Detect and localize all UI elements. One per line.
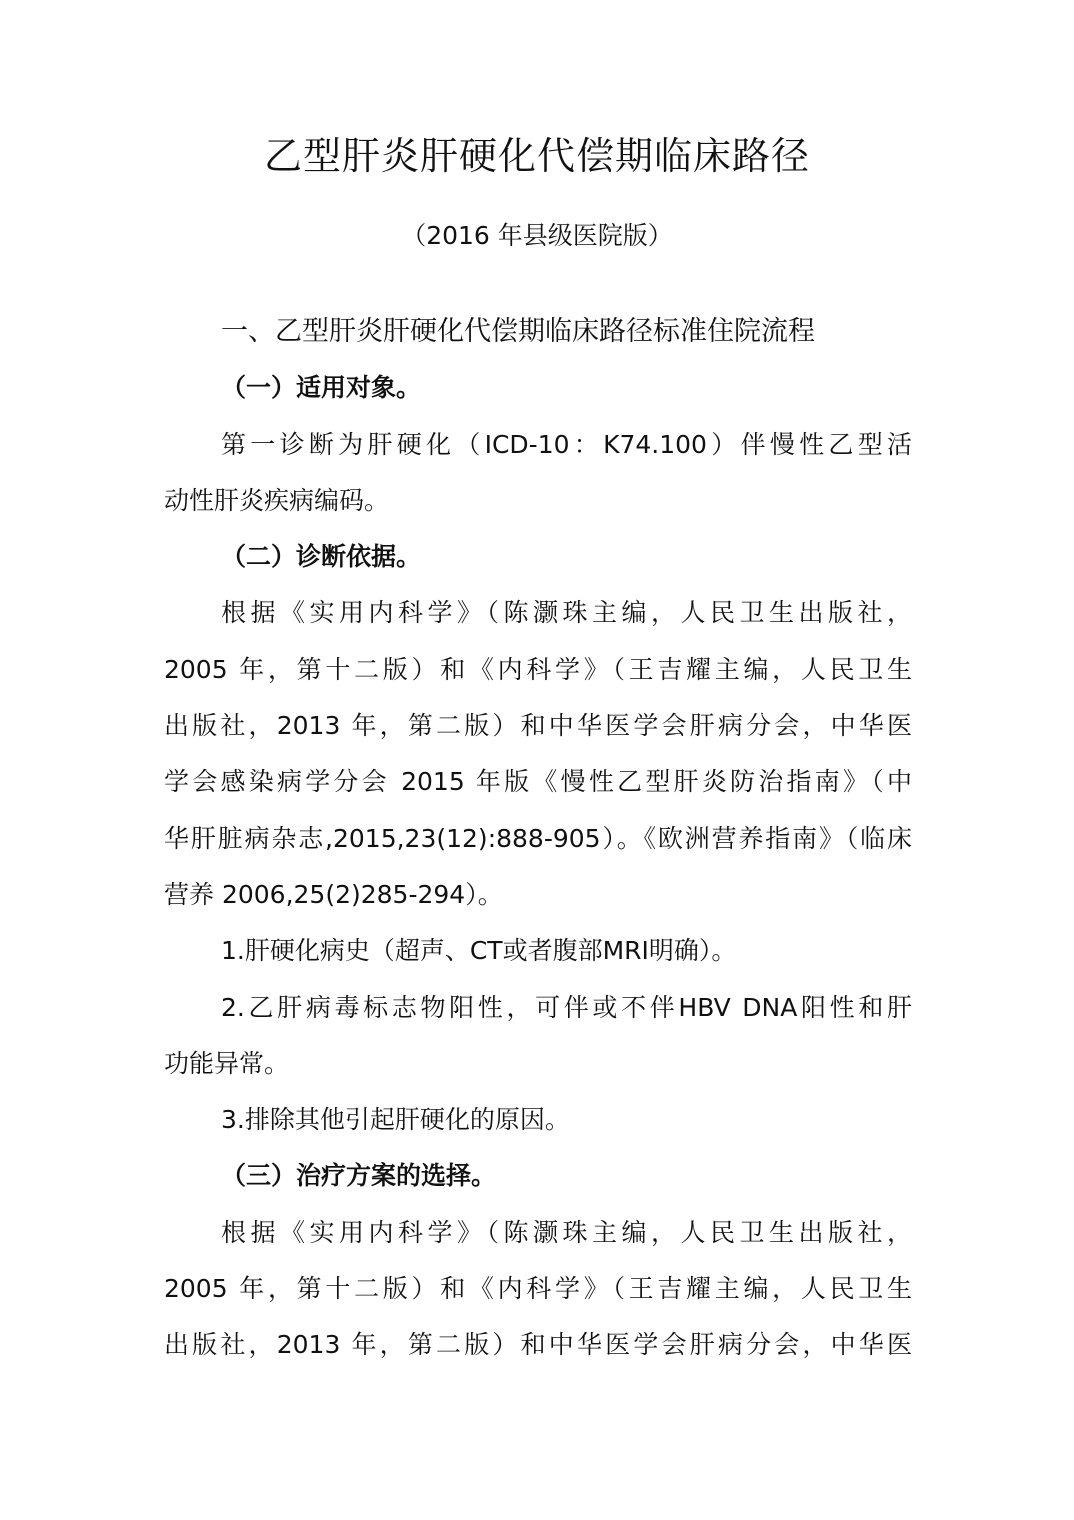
paragraph-line: 2005 年，第十二版）和《内科学》（王吉耀主编，人民卫生 (164, 654, 912, 684)
paragraph-line: 华肝脏病杂志,2015,23(12):888-905）。《欧洲营养指南》（临床 (164, 823, 912, 853)
paragraph-line: 营养 2006,25(2)285-294）。 (164, 879, 503, 909)
paragraph-line: 第一诊断为肝硬化（ICD-10：K74.100）伴慢性乙型活 (221, 429, 912, 459)
paragraph-line: 动性肝炎疾病编码。 (164, 485, 390, 515)
document-title: 乙型肝炎肝硬化代偿期临床路径 (263, 134, 810, 178)
paragraph-line: 2005 年，第十二版）和《内科学》（王吉耀主编，人民卫生 (164, 1274, 912, 1304)
paragraph-line: 学会感染病学分会 2015 年版《慢性乙型肝炎防治指南》（中 (164, 767, 912, 797)
list-item: 2.乙肝病毒标志物阳性，可伴或不伴HBV DNA阳性和肝 (221, 992, 912, 1022)
paragraph-line: 出版社，2013 年，第二版）和中华医学会肝病分会，中华医 (164, 1330, 912, 1360)
list-item: 3.排除其他引起肝硬化的原因。 (221, 1105, 570, 1135)
list-item-continuation: 功能异常。 (164, 1048, 290, 1078)
subsection-heading-diagnosis: （二）诊断依据。 (221, 542, 422, 572)
paragraph-line: 根据《实用内科学》（陈灏珠主编，人民卫生出版社， (221, 1217, 912, 1247)
section-heading: 一、乙型肝炎肝硬化代偿期临床路径标准住院流程 (221, 316, 815, 347)
list-item: 1.肝硬化病史（超声、CT或者腹部MRI明确）。 (221, 936, 737, 966)
paragraph-line: 出版社，2013 年，第二版）和中华医学会肝病分会，中华医 (164, 711, 912, 741)
document-body (164, 304, 912, 1374)
subsection-heading-treatment: （三）治疗方案的选择。 (221, 1161, 497, 1191)
subsection-heading-applicable: （一）适用对象。 (221, 373, 422, 403)
paragraph-line: 根据《实用内科学》（陈灏珠主编，人民卫生出版社， (221, 598, 912, 628)
document-subtitle: （2016 年县级医院版） (401, 221, 673, 250)
